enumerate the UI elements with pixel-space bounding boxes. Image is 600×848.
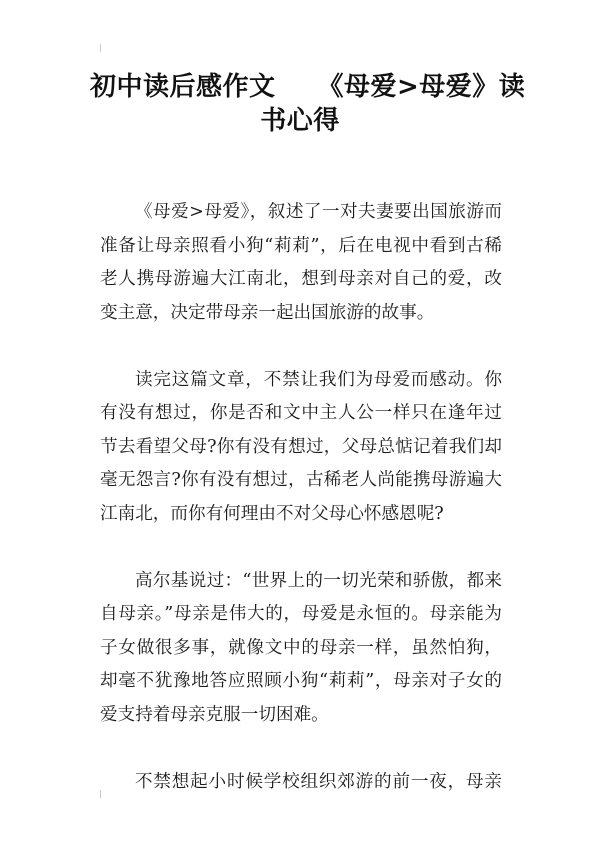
paragraph-line: 变主意，决定带母亲一起出国旅游的故事。: [100, 302, 435, 323]
paragraph-line: 爱支持着母亲克服一切困难。: [100, 704, 329, 725]
document-title: [90, 70, 526, 138]
paragraph-1: [100, 196, 502, 330]
paragraph-2: [100, 364, 502, 532]
paragraph-line: 高尔基说过：“世界上的一切光荣和骄傲，都来: [135, 570, 502, 591]
paragraph-line: 自母亲。”母亲是伟大的，母爱是永恒的。母亲能为: [100, 604, 502, 624]
paragraph-line: 却毫不犹豫地答应照顾小狗“莉莉”，母亲对子女的: [100, 671, 502, 691]
paragraph-line: 江南北，而你有何理由不对父母心怀感恩呢?: [100, 503, 444, 524]
paragraph-line: 子女做很多事，就像文中的母亲一样，虽然怕狗，: [100, 637, 502, 658]
title-line-2: 书心得: [260, 106, 340, 136]
paragraph-line: 毫无怨言?你有没有想过，古稀老人尚能携母游遍大: [100, 470, 502, 490]
title-line-1: [90, 70, 526, 104]
paragraph-line: 读完这篇文章，不禁让我们为母爱而感动。你: [135, 369, 502, 390]
title-part-b: 《母爱>母爱》读: [317, 72, 526, 102]
paragraph-line: 有没有想过，你是否和文中主人公一样只在逢年过: [100, 403, 502, 423]
paragraph-3: [100, 565, 502, 733]
paragraph-line: 节去看望父母?你有没有想过，父母总惦记着我们却: [100, 436, 502, 457]
page-corner-mark-top: [100, 44, 101, 52]
paragraph-line: 准备让母亲照看小狗“莉莉”，后在电视中看到古稀: [100, 235, 502, 256]
title-part-a: 初中读后感作文: [90, 72, 276, 102]
paragraph-line: 老人携母游遍大江南北，想到母亲对自己的爱，改: [100, 269, 502, 289]
paragraph-line: 《母爱>母爱》，叙述了一对夫妻要出国旅游而: [135, 202, 502, 222]
paragraph-line: 不禁想起小时候学校组织郊游的前一夜，母亲: [135, 771, 502, 792]
document-body: [100, 196, 502, 833]
paragraph-4: [100, 766, 502, 800]
